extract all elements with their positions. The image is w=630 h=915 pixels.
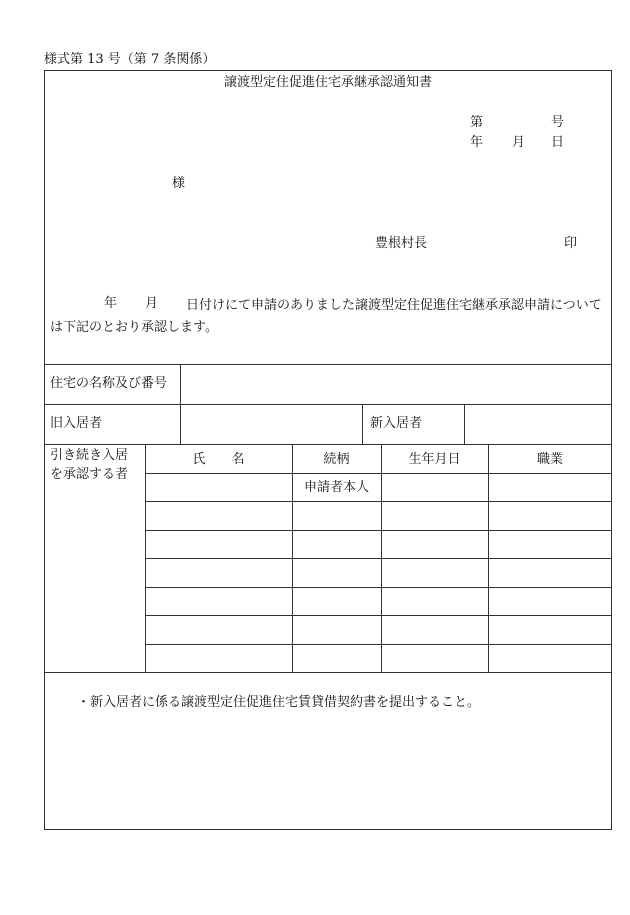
table-row-line (145, 530, 612, 531)
continuing-label-line2: を承認する者 (50, 467, 129, 482)
addressee-suffix: 様 (172, 176, 186, 191)
table-header-name: 氏 名 (192, 452, 245, 467)
new-resident-label: 新入居者 (370, 416, 423, 431)
number-dai: 第 (470, 115, 484, 130)
divider (180, 364, 181, 444)
house-label: 住宅の名称及び番号 (50, 376, 168, 391)
table-row-line (145, 615, 612, 616)
body-month: 月 (145, 296, 159, 311)
date-month: 月 (512, 135, 526, 150)
old-resident-label: 旧入居者 (50, 416, 103, 431)
divider (44, 444, 612, 445)
form-frame (44, 70, 612, 830)
body-text: 日付けにて申請のありました譲渡型定住促進住宅継承承認申請については下記のとおり承認します。 (50, 298, 602, 335)
body-paragraph (50, 295, 612, 339)
seal-mark: 印 (564, 236, 578, 251)
number-go: 号 (551, 115, 565, 130)
date-day: 日 (551, 135, 565, 150)
table-row-line (145, 587, 612, 588)
table-row-line (145, 473, 612, 474)
table-header-birthdate: 生年月日 (408, 452, 461, 467)
table-row-line (145, 558, 612, 559)
continuing-label-line1: 引き続き入居 (50, 448, 129, 463)
table-header-relation: 続柄 (323, 452, 350, 467)
issuer-name: 豊根村長 (375, 236, 428, 251)
divider (362, 404, 363, 444)
divider (44, 364, 612, 365)
form-number: 様式第 13 号（第 7 条関係） (44, 52, 216, 67)
divider (464, 404, 465, 444)
table-row-line (145, 501, 612, 502)
first-row-relation: 申請者本人 (303, 480, 369, 495)
submission-note: ・新入居者に係る譲渡型定住促進住宅賃貸借契約書を提出すること。 (77, 695, 481, 710)
date-year: 年 (470, 135, 484, 150)
document-title: 譲渡型定住促進住宅承継承認通知書 (223, 75, 432, 90)
divider (44, 672, 612, 673)
divider (44, 404, 612, 405)
table-row-line (145, 644, 612, 645)
table-header-occupation: 職業 (536, 452, 563, 467)
body-year: 年 (104, 296, 118, 311)
